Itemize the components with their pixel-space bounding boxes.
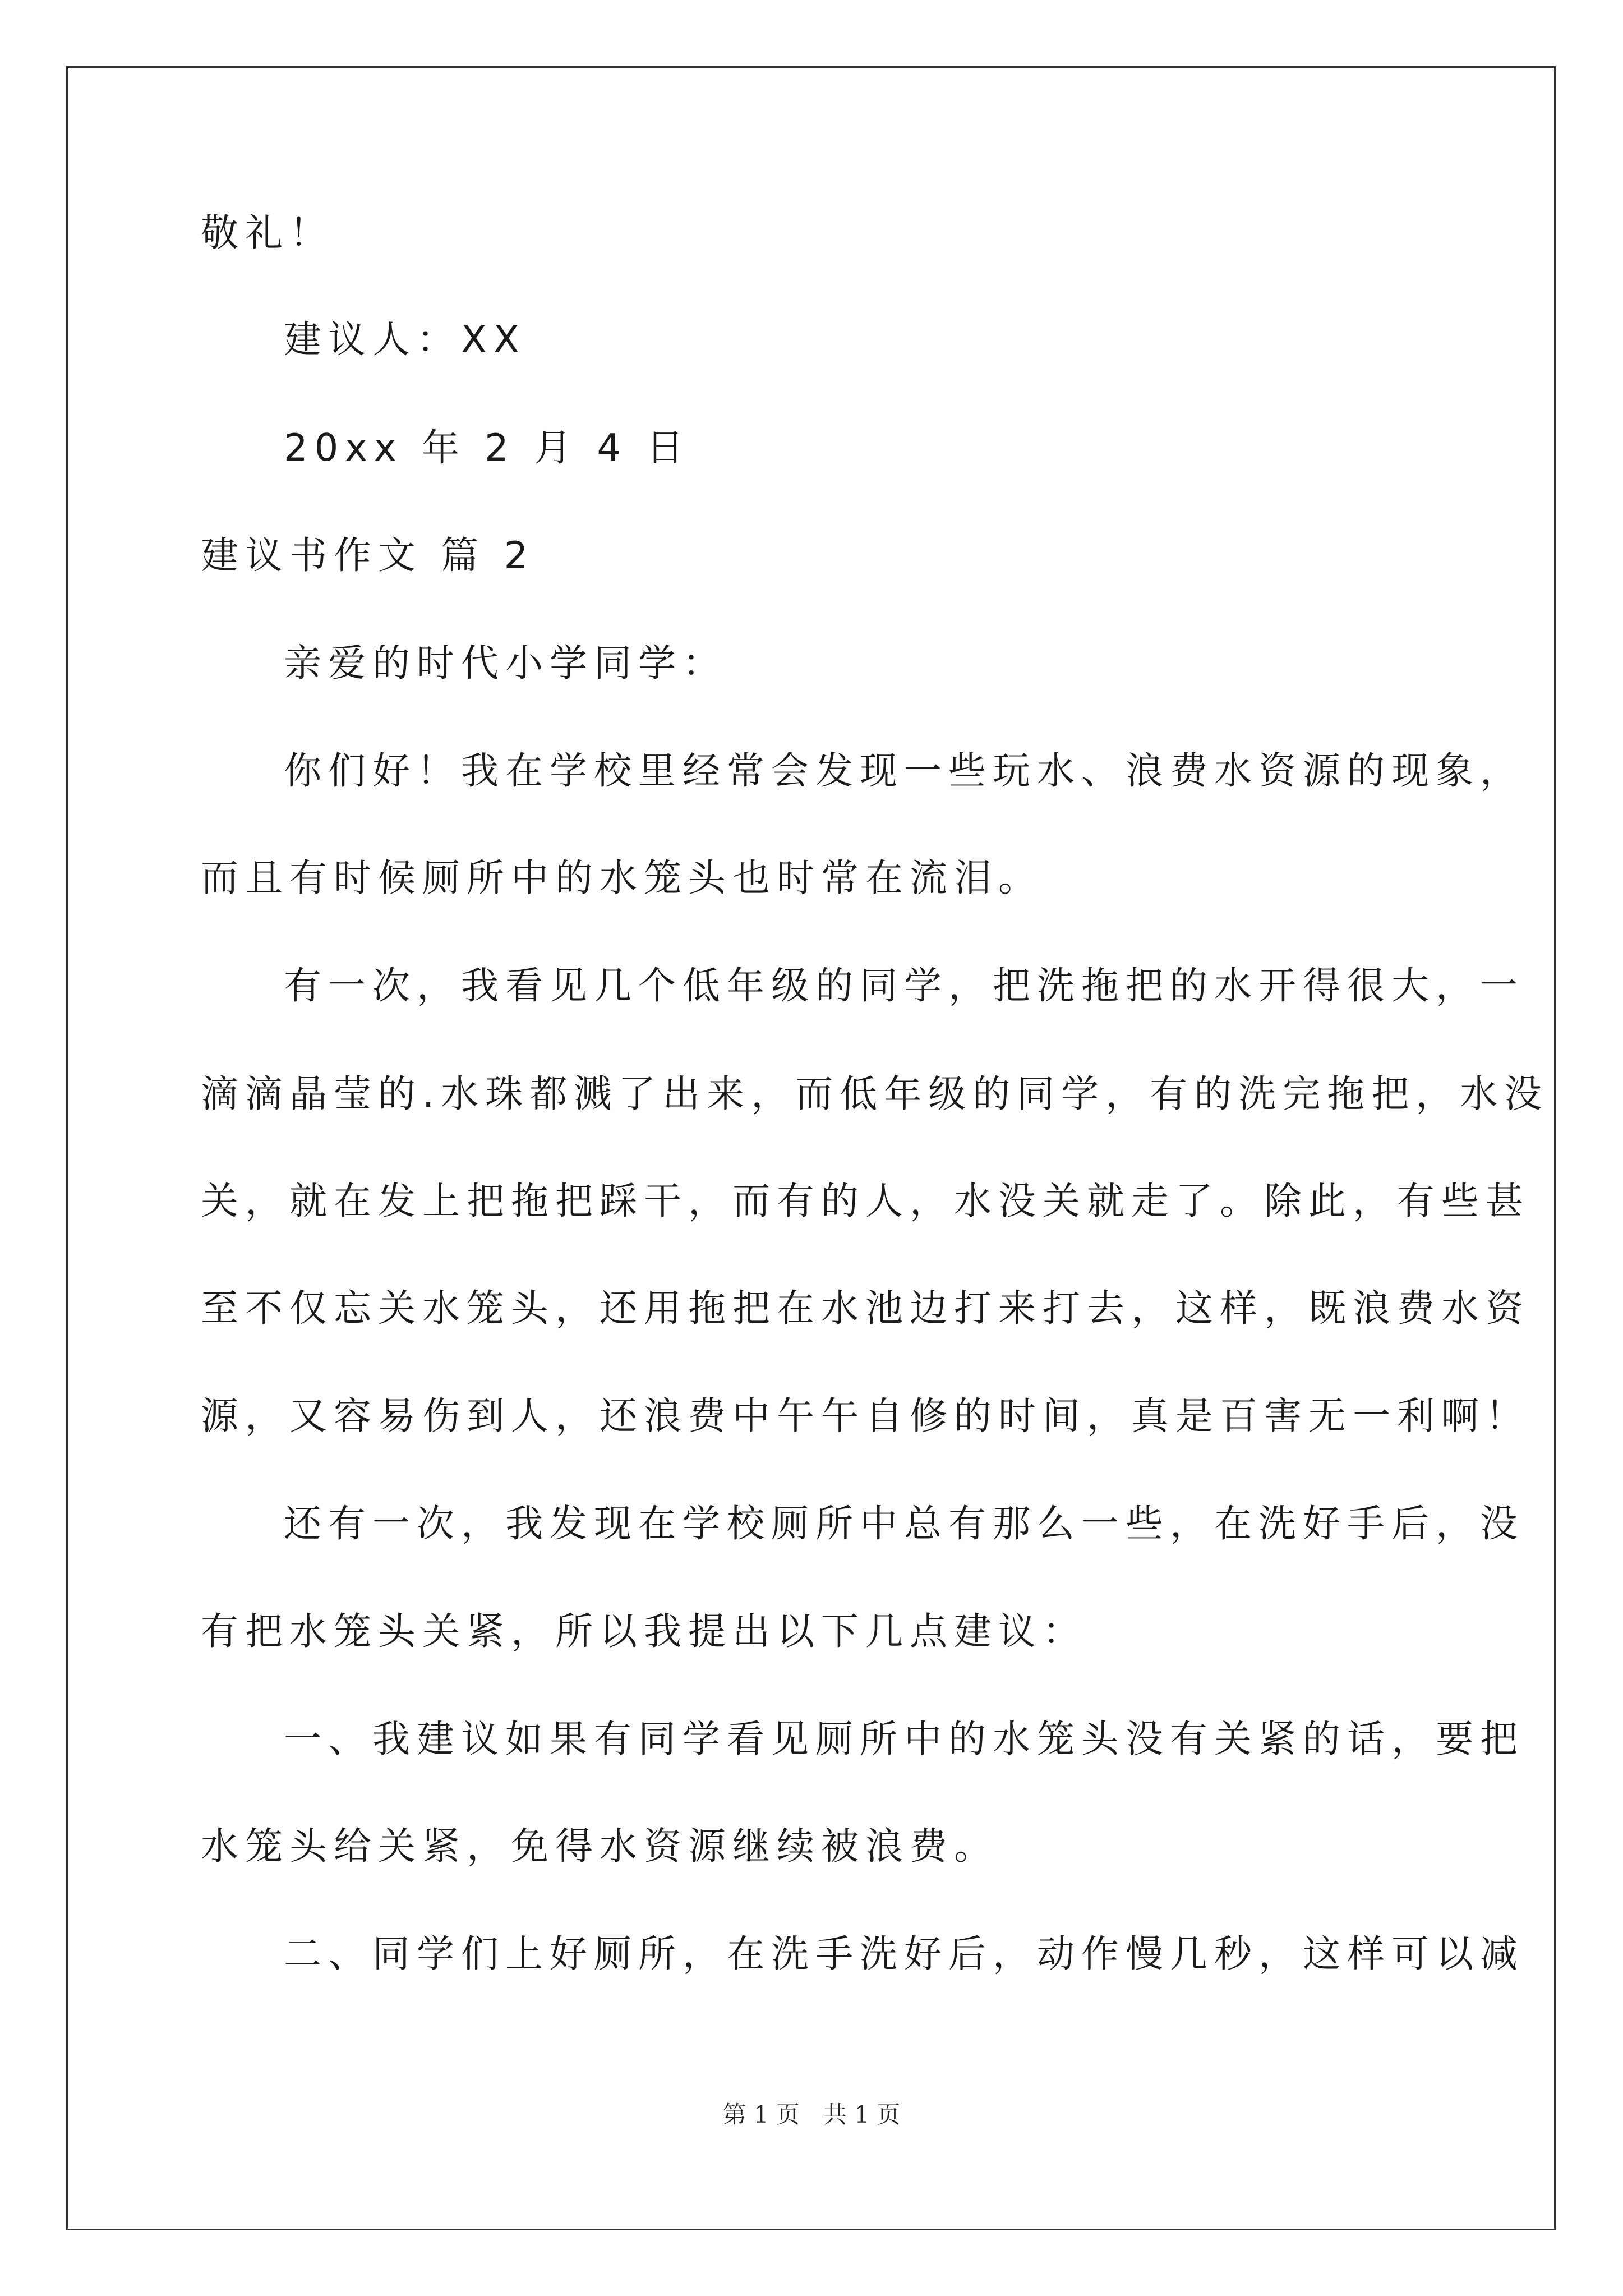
- closing-salutation: 敬礼！: [201, 211, 334, 255]
- paragraph-line: 关，就在发上把拖把踩干，而有的人，水没关就走了。除此，有些甚: [201, 1179, 1530, 1223]
- paragraph-line: 而且有时候厕所中的水笼头也时常在流泪。: [201, 856, 1043, 900]
- paragraph-line: 至不仅忘关水笼头，还用拖把在水池边打来打去，这样，既浪费水资: [201, 1286, 1530, 1330]
- paragraph-line: 你们好！我在学校里经常会发现一些玩水、浪费水资源的现象，: [284, 749, 1524, 793]
- paragraph-line: 一、我建议如果有同学看见厕所中的水笼头没有关紧的话，要把: [284, 1717, 1524, 1761]
- page-border: [66, 66, 1556, 2230]
- paragraph-line: 水笼头给关紧，免得水资源继续被浪费。: [201, 1824, 998, 1868]
- paragraph-line: 有把水笼头关紧，所以我提出以下几点建议：: [201, 1609, 1087, 1653]
- signature-date: 20xx 年 2 月 4 日: [284, 426, 691, 470]
- signature-name: 建议人：XX: [284, 318, 526, 361]
- page-number-footer: 第 1 页 共 1 页: [722, 2101, 901, 2128]
- greeting: 亲爱的时代小学同学：: [284, 641, 727, 685]
- paragraph-line: 有一次，我看见几个低年级的同学，把洗拖把的水开得很大，一: [284, 964, 1524, 1007]
- paragraph-line: 二、同学们上好厕所，在洗手洗好后，动作慢几秒，这样可以减: [284, 1932, 1524, 1976]
- paragraph-line: 还有一次，我发现在学校厕所中总有那么一些，在洗好手后，没: [284, 1502, 1524, 1545]
- paragraph-line: 源，又容易伤到人，还浪费中午午自修的时间，真是百害无一利啊！: [201, 1394, 1530, 1438]
- section-heading: 建议书作文 篇 2: [201, 533, 535, 577]
- paragraph-line: 滴滴晶莹的.水珠都溅了出来，而低年级的同学，有的洗完拖把，水没: [201, 1072, 1549, 1116]
